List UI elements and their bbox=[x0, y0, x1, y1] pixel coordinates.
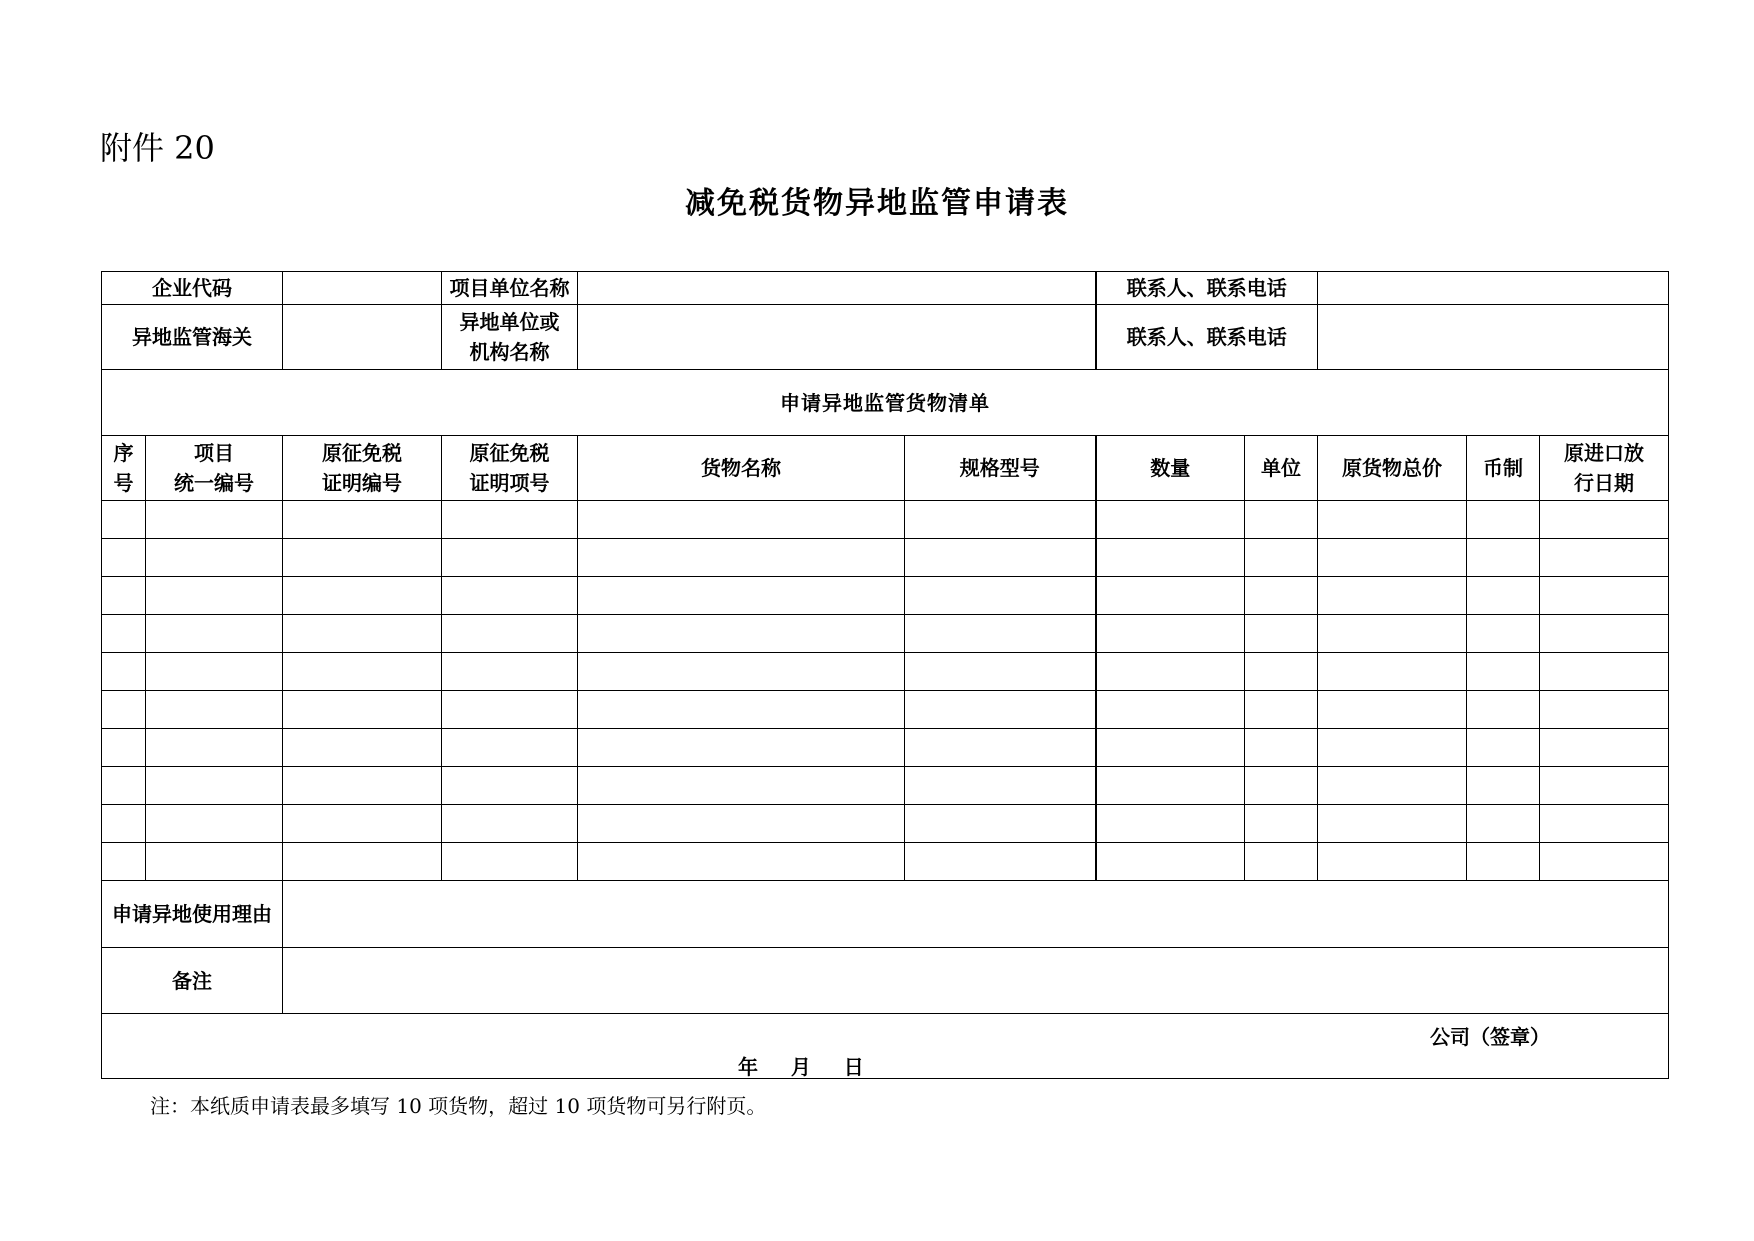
header-row-1 bbox=[102, 272, 1669, 305]
goods-cell[interactable] bbox=[1540, 767, 1669, 805]
column-header-4 bbox=[578, 436, 905, 501]
goods-cell[interactable] bbox=[283, 691, 442, 729]
column-header-line1: 数量 bbox=[1150, 456, 1191, 480]
goods-cell[interactable] bbox=[578, 577, 905, 615]
goods-cell[interactable] bbox=[578, 729, 905, 767]
goods-cell[interactable] bbox=[283, 501, 442, 539]
remote-unit-label bbox=[442, 305, 578, 370]
goods-cell[interactable] bbox=[905, 615, 1096, 653]
goods-cell[interactable] bbox=[1318, 577, 1467, 615]
goods-cell[interactable] bbox=[146, 615, 283, 653]
goods-cell[interactable] bbox=[1245, 501, 1318, 539]
goods-cell[interactable] bbox=[905, 577, 1096, 615]
goods-cell[interactable] bbox=[1467, 843, 1540, 881]
goods-section-title: 申请异地监管货物清单 bbox=[102, 370, 1669, 436]
goods-cell[interactable] bbox=[1318, 653, 1467, 691]
goods-cell[interactable] bbox=[905, 653, 1096, 691]
goods-data-rows bbox=[102, 501, 1669, 881]
contact-field-1[interactable] bbox=[1318, 272, 1669, 305]
goods-cell[interactable] bbox=[578, 843, 905, 881]
goods-cell[interactable] bbox=[1245, 539, 1318, 577]
goods-cell[interactable] bbox=[283, 729, 442, 767]
goods-cell[interactable] bbox=[146, 539, 283, 577]
goods-cell[interactable] bbox=[102, 577, 146, 615]
goods-cell[interactable] bbox=[283, 805, 442, 843]
goods-cell[interactable] bbox=[146, 843, 283, 881]
enterprise-code-label: 企业代码 bbox=[102, 272, 283, 305]
goods-cell[interactable] bbox=[1245, 653, 1318, 691]
column-header-line1: 规格型号 bbox=[959, 456, 1040, 480]
signature-cell[interactable] bbox=[102, 1014, 1669, 1079]
goods-cell[interactable] bbox=[578, 805, 905, 843]
goods-cell[interactable] bbox=[905, 843, 1096, 881]
column-header-7 bbox=[1245, 436, 1318, 501]
table-row bbox=[102, 577, 1669, 615]
company-seal-label: 公司（签章） bbox=[1430, 1025, 1551, 1049]
column-header-1 bbox=[146, 436, 283, 501]
goods-cell[interactable] bbox=[1540, 843, 1669, 881]
table-row bbox=[102, 805, 1669, 843]
column-header-line1: 货物名称 bbox=[701, 456, 781, 480]
goods-cell[interactable] bbox=[1096, 501, 1245, 539]
signature-date-line: 年 月 日 bbox=[738, 1055, 865, 1079]
column-header-line1: 序 bbox=[113, 441, 134, 465]
enterprise-code-field[interactable] bbox=[283, 272, 442, 305]
goods-cell[interactable] bbox=[1540, 691, 1669, 729]
goods-cell[interactable] bbox=[442, 843, 578, 881]
goods-cell[interactable] bbox=[1540, 615, 1669, 653]
goods-cell[interactable] bbox=[1467, 691, 1540, 729]
goods-cell[interactable] bbox=[1245, 805, 1318, 843]
goods-cell[interactable] bbox=[146, 805, 283, 843]
project-unit-label: 项目单位名称 bbox=[442, 272, 578, 305]
signature-row bbox=[102, 1014, 1669, 1079]
table-row bbox=[102, 615, 1669, 653]
goods-cell[interactable] bbox=[1318, 539, 1467, 577]
goods-cell[interactable] bbox=[442, 577, 578, 615]
column-header-line2: 证明编号 bbox=[322, 471, 402, 495]
table-row bbox=[102, 843, 1669, 881]
goods-cell[interactable] bbox=[1467, 767, 1540, 805]
column-header-line2: 号 bbox=[113, 471, 134, 495]
remote-unit-label-line1: 异地单位或 bbox=[459, 310, 560, 334]
goods-cell[interactable] bbox=[1096, 691, 1245, 729]
goods-cell[interactable] bbox=[1096, 805, 1245, 843]
goods-cell[interactable] bbox=[1540, 539, 1669, 577]
reason-row bbox=[102, 881, 1669, 948]
goods-cell[interactable] bbox=[102, 729, 146, 767]
goods-cell[interactable] bbox=[442, 729, 578, 767]
goods-cell[interactable] bbox=[1318, 767, 1467, 805]
goods-cell[interactable] bbox=[1467, 539, 1540, 577]
goods-cell[interactable] bbox=[578, 653, 905, 691]
goods-cell[interactable] bbox=[1318, 843, 1467, 881]
goods-cell[interactable] bbox=[905, 501, 1096, 539]
goods-cell[interactable] bbox=[1096, 577, 1245, 615]
project-unit-field[interactable] bbox=[578, 272, 1096, 305]
goods-cell[interactable] bbox=[1245, 577, 1318, 615]
column-header-line1: 币制 bbox=[1483, 456, 1523, 480]
goods-cell[interactable] bbox=[146, 653, 283, 691]
column-header-8 bbox=[1318, 436, 1467, 501]
column-header-line1: 单位 bbox=[1261, 456, 1301, 480]
remarks-label: 备注 bbox=[102, 948, 283, 1014]
goods-cell[interactable] bbox=[1467, 577, 1540, 615]
column-header-10 bbox=[1540, 436, 1669, 501]
column-header-line1: 原征免税 bbox=[469, 441, 550, 465]
goods-cell[interactable] bbox=[146, 729, 283, 767]
goods-cell[interactable] bbox=[1245, 615, 1318, 653]
goods-cell[interactable] bbox=[102, 539, 146, 577]
goods-cell[interactable] bbox=[442, 653, 578, 691]
goods-cell[interactable] bbox=[578, 539, 905, 577]
goods-cell[interactable] bbox=[1096, 843, 1245, 881]
goods-cell[interactable] bbox=[1540, 501, 1669, 539]
remote-unit-label-line2: 机构名称 bbox=[469, 340, 550, 364]
goods-cell[interactable] bbox=[1467, 805, 1540, 843]
goods-cell[interactable] bbox=[102, 615, 146, 653]
goods-cell[interactable] bbox=[442, 805, 578, 843]
goods-cell[interactable] bbox=[1245, 767, 1318, 805]
goods-cell[interactable] bbox=[1096, 653, 1245, 691]
goods-cell[interactable] bbox=[578, 767, 905, 805]
goods-cell[interactable] bbox=[442, 501, 578, 539]
goods-cell[interactable] bbox=[1467, 653, 1540, 691]
goods-cell[interactable] bbox=[578, 691, 905, 729]
table-row bbox=[102, 767, 1669, 805]
goods-cell[interactable] bbox=[905, 805, 1096, 843]
goods-cell[interactable] bbox=[905, 729, 1096, 767]
goods-cell[interactable] bbox=[102, 501, 146, 539]
goods-cell[interactable] bbox=[578, 501, 905, 539]
column-header-5 bbox=[905, 436, 1096, 501]
goods-cell[interactable] bbox=[146, 767, 283, 805]
table-row bbox=[102, 691, 1669, 729]
goods-cell[interactable] bbox=[146, 577, 283, 615]
goods-cell[interactable] bbox=[442, 767, 578, 805]
footnote: 注：本纸质申请表最多填写 10 项货物，超过 10 项货物可另行附页。 bbox=[150, 1094, 767, 1118]
goods-cell[interactable] bbox=[283, 615, 442, 653]
goods-cell[interactable] bbox=[442, 691, 578, 729]
goods-cell[interactable] bbox=[283, 539, 442, 577]
header-row-2 bbox=[102, 305, 1669, 370]
reason-label: 申请异地使用理由 bbox=[102, 881, 283, 948]
goods-cell[interactable] bbox=[1318, 615, 1467, 653]
goods-cell[interactable] bbox=[1096, 767, 1245, 805]
goods-cell[interactable] bbox=[283, 577, 442, 615]
column-header-2 bbox=[283, 436, 442, 501]
goods-cell[interactable] bbox=[1318, 805, 1467, 843]
goods-cell[interactable] bbox=[1467, 501, 1540, 539]
goods-cell[interactable] bbox=[578, 615, 905, 653]
remarks-row bbox=[102, 948, 1669, 1014]
goods-cell[interactable] bbox=[102, 805, 146, 843]
remote-customs-field[interactable] bbox=[283, 305, 442, 370]
goods-cell[interactable] bbox=[283, 767, 442, 805]
goods-cell[interactable] bbox=[1318, 729, 1467, 767]
remote-unit-field[interactable] bbox=[578, 305, 1096, 370]
remote-customs-label: 异地监管海关 bbox=[102, 305, 283, 370]
contact-field-2[interactable] bbox=[1318, 305, 1669, 370]
goods-cell[interactable] bbox=[146, 691, 283, 729]
remarks-field[interactable] bbox=[283, 948, 1669, 1014]
column-header-3 bbox=[442, 436, 578, 501]
table-row bbox=[102, 539, 1669, 577]
goods-cell[interactable] bbox=[283, 843, 442, 881]
goods-cell[interactable] bbox=[442, 615, 578, 653]
goods-cell[interactable] bbox=[1540, 729, 1669, 767]
table-row bbox=[102, 653, 1669, 691]
goods-cell[interactable] bbox=[905, 691, 1096, 729]
goods-cell[interactable] bbox=[905, 539, 1096, 577]
goods-cell[interactable] bbox=[283, 653, 442, 691]
goods-section-row bbox=[102, 370, 1669, 436]
goods-cell[interactable] bbox=[1540, 577, 1669, 615]
goods-cell[interactable] bbox=[1540, 653, 1669, 691]
column-header-line1: 原货物总价 bbox=[1342, 456, 1442, 480]
goods-cell[interactable] bbox=[1245, 691, 1318, 729]
goods-cell[interactable] bbox=[1245, 729, 1318, 767]
attachment-label: 附件 20 bbox=[100, 129, 215, 167]
goods-cell[interactable] bbox=[146, 501, 283, 539]
goods-cell[interactable] bbox=[102, 691, 146, 729]
column-header-9 bbox=[1467, 436, 1540, 501]
column-header-6 bbox=[1096, 436, 1245, 501]
contact-label-1: 联系人、联系电话 bbox=[1096, 272, 1318, 305]
table-row bbox=[102, 501, 1669, 539]
column-header-line1: 原进口放 bbox=[1564, 441, 1644, 465]
column-header-line2: 统一编号 bbox=[174, 471, 254, 495]
column-header-line2: 证明项号 bbox=[469, 471, 550, 495]
goods-cell[interactable] bbox=[1096, 615, 1245, 653]
goods-cell[interactable] bbox=[905, 767, 1096, 805]
goods-cell[interactable] bbox=[1318, 501, 1467, 539]
goods-cell[interactable] bbox=[1096, 729, 1245, 767]
column-header-line1: 项目 bbox=[194, 441, 234, 465]
reason-field[interactable] bbox=[283, 881, 1669, 948]
goods-cell[interactable] bbox=[1318, 691, 1467, 729]
column-header-line1: 原征免税 bbox=[322, 441, 402, 465]
goods-cell[interactable] bbox=[1467, 615, 1540, 653]
goods-cell[interactable] bbox=[1467, 729, 1540, 767]
table-row bbox=[102, 729, 1669, 767]
goods-cell[interactable] bbox=[1245, 843, 1318, 881]
document-title: 减免税货物异地监管申请表 bbox=[685, 186, 1069, 221]
column-header-0 bbox=[102, 436, 146, 501]
contact-label-2: 联系人、联系电话 bbox=[1096, 305, 1318, 370]
goods-cell[interactable] bbox=[442, 539, 578, 577]
goods-column-header-row bbox=[102, 436, 1669, 501]
application-form-table bbox=[101, 271, 1669, 1079]
goods-cell[interactable] bbox=[102, 843, 146, 881]
goods-cell[interactable] bbox=[1096, 539, 1245, 577]
goods-cell[interactable] bbox=[102, 767, 146, 805]
goods-cell[interactable] bbox=[102, 653, 146, 691]
column-header-line2: 行日期 bbox=[1574, 471, 1634, 495]
goods-cell[interactable] bbox=[1540, 805, 1669, 843]
